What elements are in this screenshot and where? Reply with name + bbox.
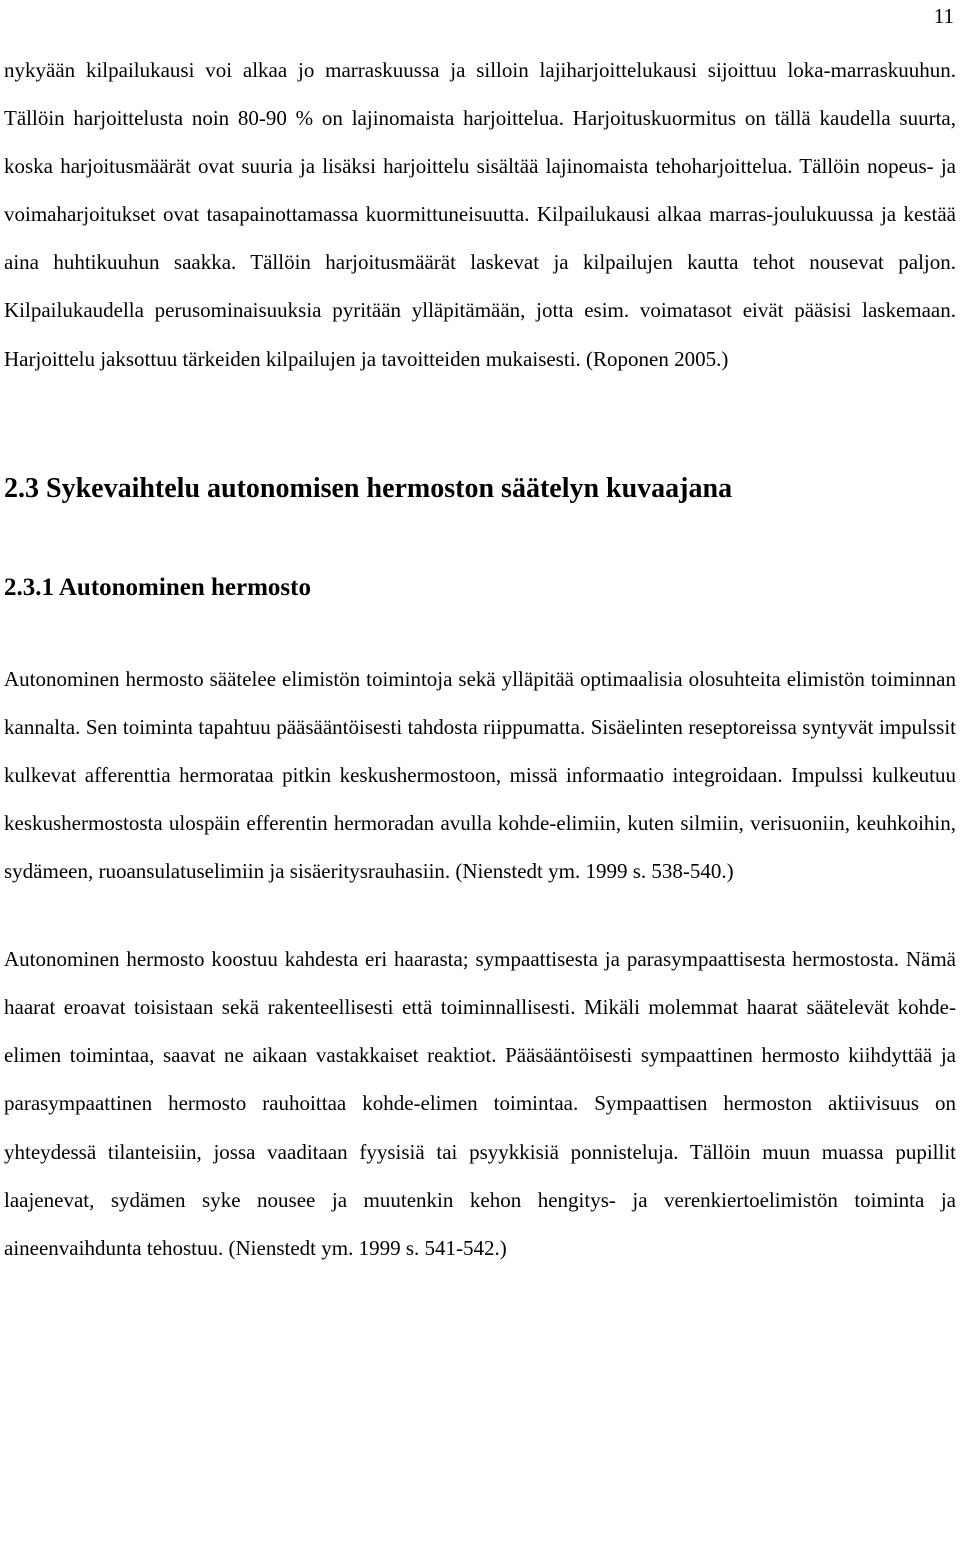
page-number: 11 bbox=[933, 4, 954, 28]
paragraph-training-periods: nykyään kilpailukausi voi alkaa jo marraskuussa ja silloin lajiharjoittelukausi sijoittuu loka-marraskuuhun. Tällöin harjoittelusta noin 80-90 % on lajinomaista harjoittelua. Harjoituskuormitus on tällä kaudella suurta, koska harjoitusmäärät ovat suuria ja lisäksi harjoittelu sisältää lajinomaista tehoharjoittelua. Tällöin nopeus- ja voimaharjoitukset ovat tasapainottamassa kuormittuneisuutta. Kilpailukausi alkaa marras-joulukuussa ja kestää aina huhtikuuhun saakka. Tällöin harjoitusmäärät laskevat ja kilpailujen kautta tehot nousevat paljon. Kilpailukaudella perusominaisuuksia pyritään ylläpitämään, jotta esim. voimatasot eivät pääsisi laskemaan. Harjoittelu jaksottuu tärkeiden kilpailujen ja tavoitteiden mukaisesti. (Roponen 2005.) bbox=[4, 58, 956, 371]
paragraph-autonomic-intro: Autonominen hermosto säätelee elimistön toimintoja sekä ylläpitää optimaalisia olosuhteita elimistön toiminnan kannalta. Sen toiminta tapahtuu pääsääntöisesti tahdosta riippumatta. Sisäelinten reseptoreissa syntyvät impulssit kulkevat afferenttia hermorataa pitkin keskushermostoon, missä informaatio integroidaan. Impulssi kulkeutuu keskushermostosta ulospäin efferentin hermoradan avulla kohde-elimiin, kuten silmiin, verisuoniin, keuhkoihin, sydämeen, ruoansulatuselimiin ja sisäeritysrauhasiin. (Nienstedt ym. 1999 s. 538-540.) bbox=[4, 666, 956, 884]
document-body bbox=[4, 46, 956, 1272]
subsection-heading: 2.3.1 Autonominen hermosto bbox=[4, 573, 311, 601]
section-heading: 2.3 Sykevaihtelu autonomisen hermoston säätelyn kuvaajana bbox=[4, 472, 733, 504]
paragraph-autonomic-branches: Autonominen hermosto koostuu kahdesta eri haarasta; sympaattisesta ja parasympaattisesta hermostosta. Nämä haarat eroavat toisistaan sekä rakenteellisesti että toiminnallisesti. Mikäli molemmat haarat säätelevät kohde-elimen toimintaa, saavat ne aikaan vastakkaiset reaktiot. Pääsääntöisesti sympaattinen hermosto kiihdyttää ja parasympaattinen hermosto rauhoittaa kohde-elimen toimintaa. Sympaattisen hermoston aktiivisuus on yhteydessä tilanteisiin, jossa vaaditaan fyysisiä tai psyykkisiä ponnisteluja. Tällöin muun muassa pupillit laajenevat, sydämen syke nousee ja muutenkin kehon hengitys- ja verenkiertoelimistön toiminta ja aineenvaihdunta tehostuu. (Nienstedt ym. 1999 s. 541-542.) bbox=[4, 947, 956, 1260]
